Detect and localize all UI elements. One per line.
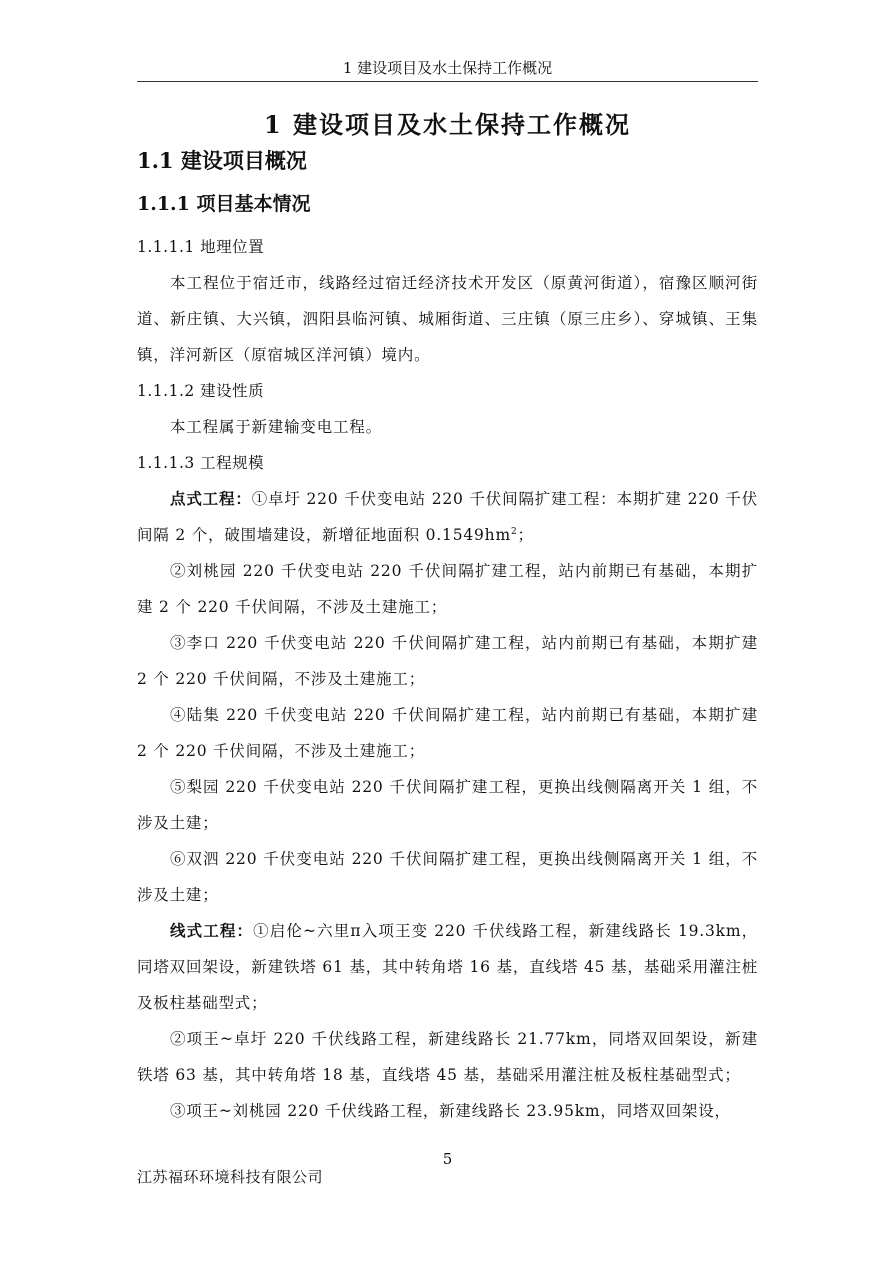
para-point-2: ②刘桃园 220 千伏变电站 220 千伏间隔扩建工程，站内前期已有基础，本期扩建 2 个 220 千伏间隔，不涉及土建施工； xyxy=(137,562,758,616)
point-1-text: ①卓圩 220 千伏变电站 220 千伏间隔扩建工程：本期扩建 220 千伏间隔 2 个，破围墙建设，新增征地面积 0.1549hm xyxy=(137,490,758,544)
para-line-3: ③项王~刘桃园 220 千伏线路工程，新建线路长 23.95km，同塔双回架设， xyxy=(170,1102,731,1120)
para-location: 本工程位于宿迁市，线路经过宿迁经济技术开发区（原黄河街道），宿豫区顺河街道、新庄镇、大兴镇，泗阳县临河镇、城厢街道、三庄镇（原三庄乡）、穿城镇、王集镇，洋河新区（原宿城区洋河镇）境内。 xyxy=(137,274,758,364)
superscript: 2 xyxy=(510,526,518,537)
running-header: 1 建设项目及水土保持工作概况 xyxy=(137,55,758,82)
para-line-1 xyxy=(137,913,758,1021)
subsection-title: 1.1.1 项目基本情况 xyxy=(137,193,311,215)
heading-scale: 1.1.1.3 工程规模 xyxy=(137,454,265,472)
page-number: 5 xyxy=(442,1150,453,1168)
section-title: 1.1 建设项目概况 xyxy=(137,148,307,173)
heading-nature: 1.1.1.2 建设性质 xyxy=(137,382,265,400)
footer-company: 江苏福环环境科技有限公司 xyxy=(137,1168,324,1186)
para-point-4: ④陆集 220 千伏变电站 220 千伏间隔扩建工程，站内前期已有基础，本期扩建 2 个 220 千伏间隔，不涉及土建施工； xyxy=(137,706,758,760)
line-1-text: ①启伦~六里π入项王变 220 千伏线路工程，新建线路长 19.3km，同塔双回架设，新建铁塔 61 基，其中转角塔 16 基，直线塔 45 基，基础采用灌注桩及板柱基础型式； xyxy=(137,922,758,1012)
para-point-3: ③李口 220 千伏变电站 220 千伏间隔扩建工程，站内前期已有基础，本期扩建 2 个 220 千伏间隔，不涉及土建施工； xyxy=(137,634,758,688)
point-1-end: ； xyxy=(517,526,534,544)
body-text xyxy=(137,229,758,1129)
heading-location: 1.1.1.1 地理位置 xyxy=(137,238,265,256)
point-works-label: 点式工程： xyxy=(170,489,252,508)
para-point-5: ⑤梨园 220 千伏变电站 220 千伏间隔扩建工程，更换出线侧隔离开关 1 组，不涉及土建； xyxy=(137,778,758,832)
para-nature: 本工程属于新建输变电工程。 xyxy=(170,418,382,436)
para-point-6: ⑥双泗 220 千伏变电站 220 千伏间隔扩建工程，更换出线侧隔离开关 1 组，不涉及土建； xyxy=(137,850,758,904)
line-works-label: 线式工程： xyxy=(170,921,254,940)
para-point-1 xyxy=(137,481,758,553)
chapter-title: 1 建设项目及水土保持工作概况 xyxy=(263,110,632,139)
para-line-2: ②项王~卓圩 220 千伏线路工程，新建线路长 21.77km，同塔双回架设，新建铁塔 63 基，其中转角塔 18 基，直线塔 45 基，基础采用灌注桩及板柱基础型式； xyxy=(137,1030,758,1084)
